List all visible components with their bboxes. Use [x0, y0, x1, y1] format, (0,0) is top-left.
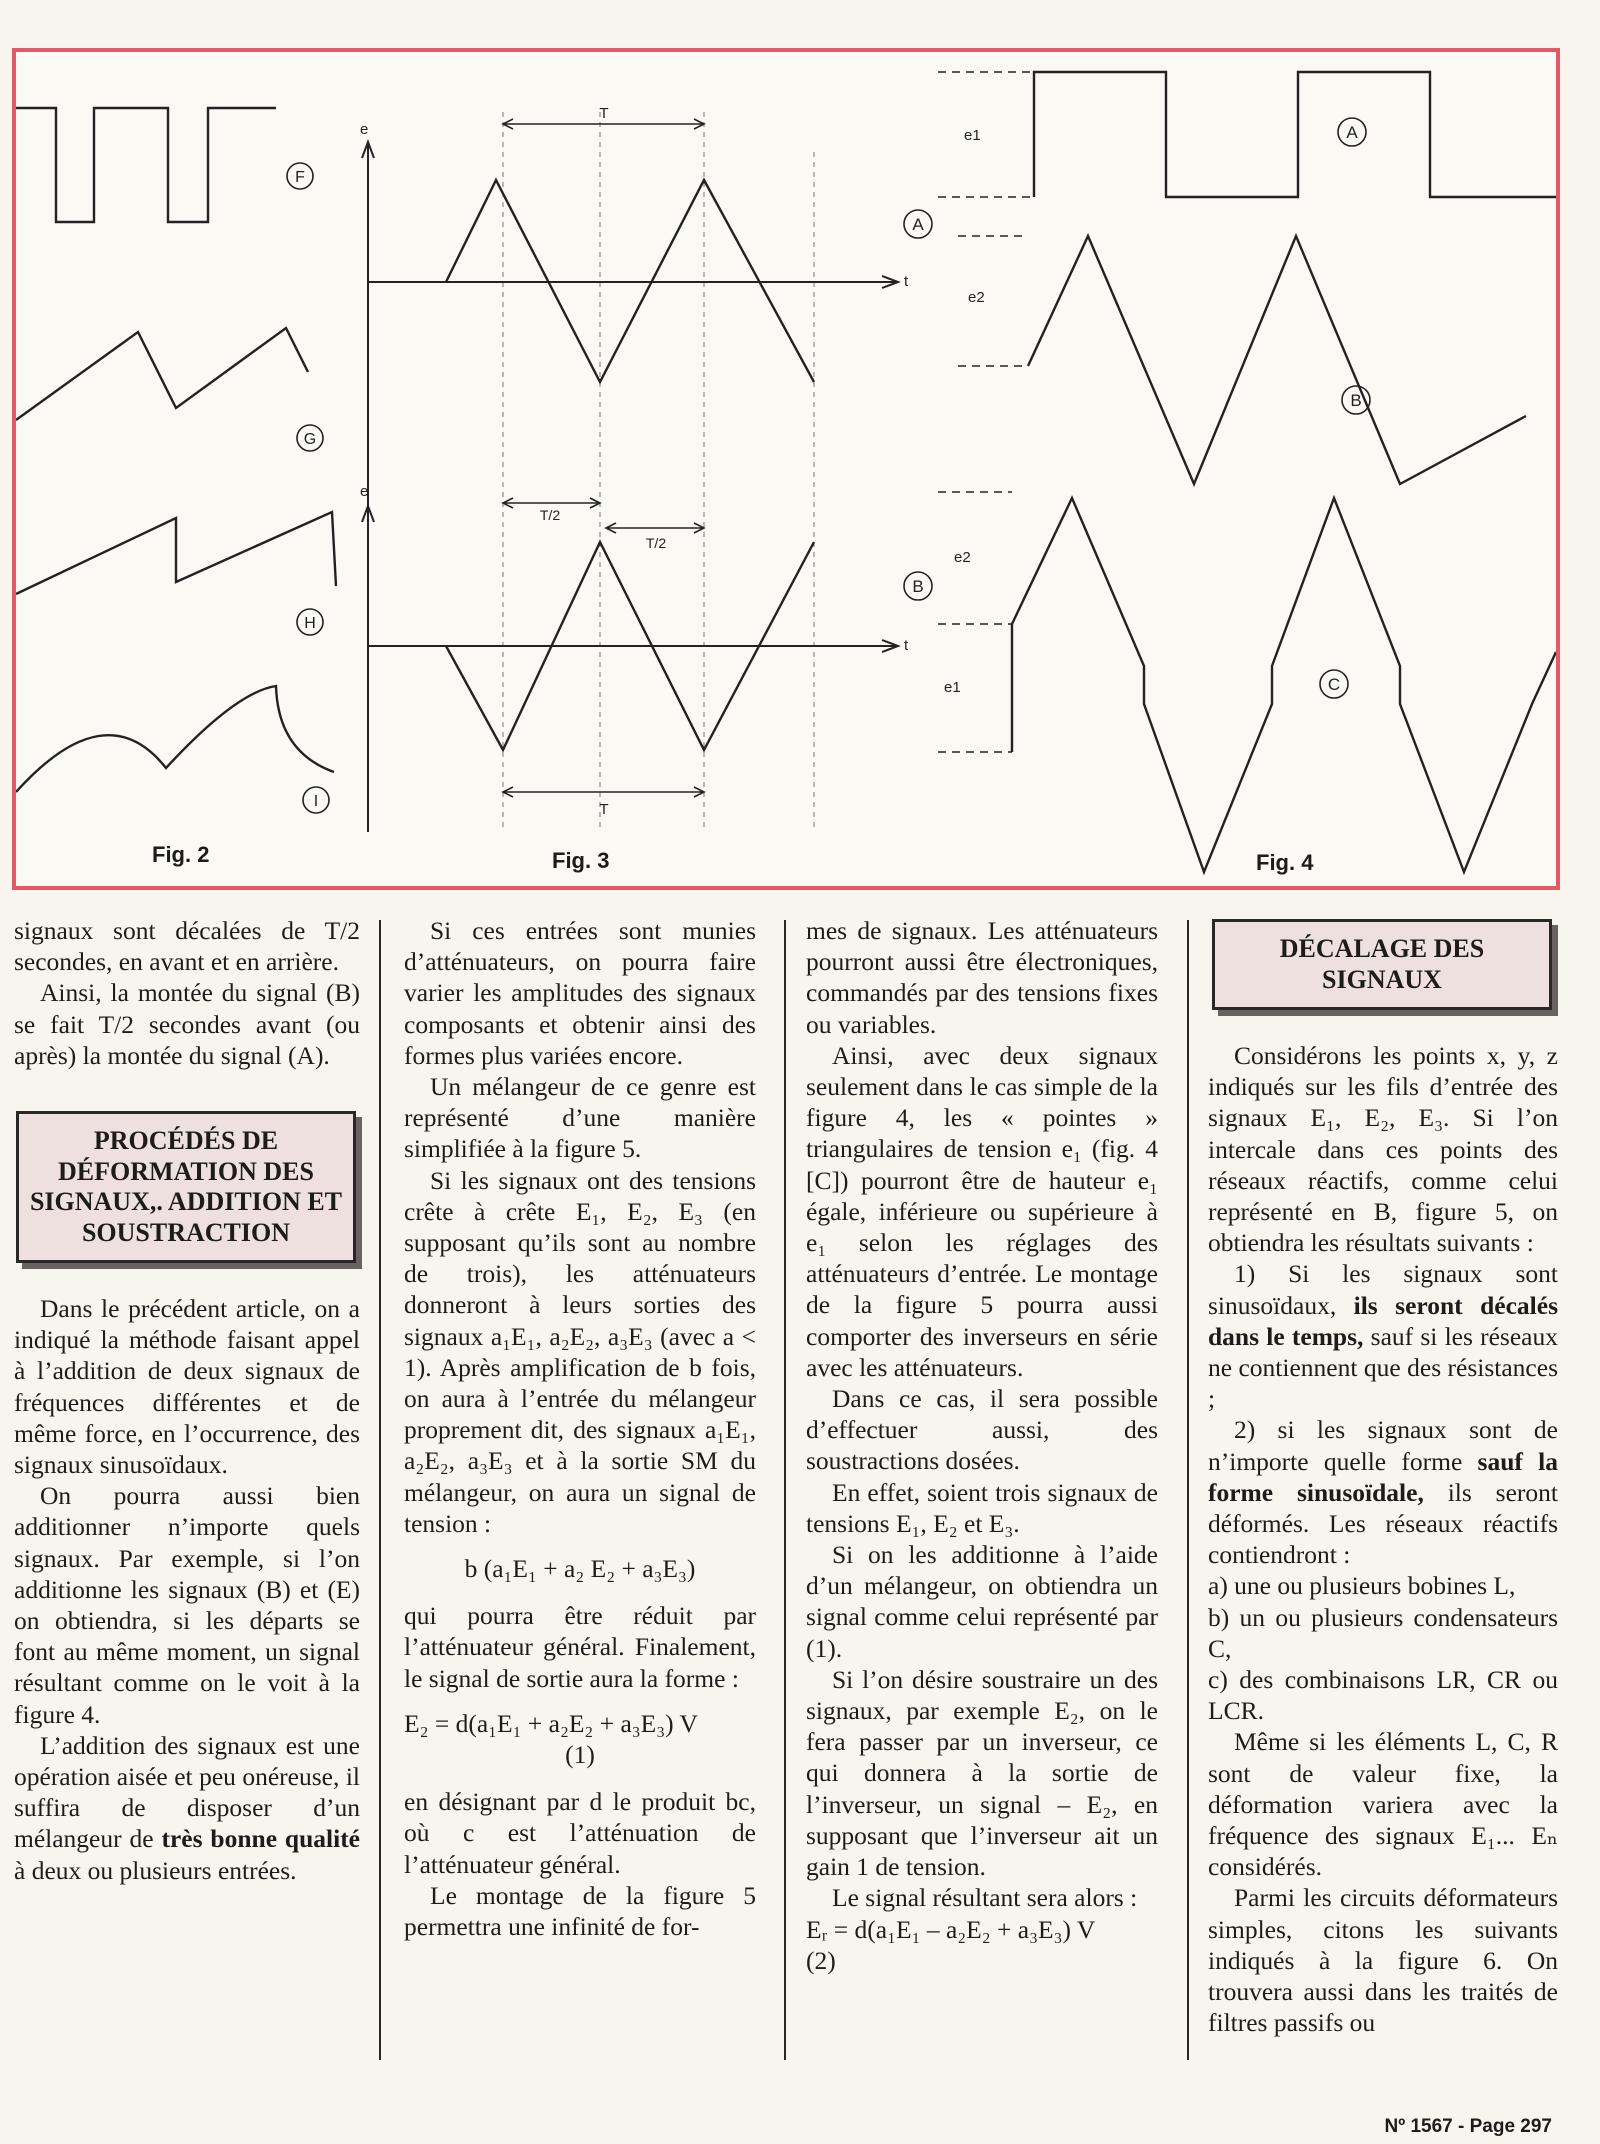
fig4-e2-low: e2: [954, 549, 971, 566]
col4-p3-text-b: ils seront déformés. Les réseaux réactifs contiendront :: [1208, 1477, 1558, 1570]
column-rule-3: [1187, 920, 1189, 2060]
col3-formula-3: Eᵣ = d(a₁E₁ – a₂E₂ + a₃E₃) V: [806, 1914, 1096, 1944]
col2-paragraph-4: qui pourra être réduit par l’atténuateur général. Finalement, le signal de sortie aura la forme :: [404, 1601, 756, 1693]
fig4-e1-low: e1: [944, 679, 961, 696]
fig4-wave-c: [1012, 498, 1556, 872]
fig2-marker-i: I: [313, 793, 319, 810]
fig2-wave-h: [16, 512, 336, 594]
fig3-marker-a: A: [912, 215, 924, 234]
column-3: [806, 915, 1158, 1976]
col4-paragraph-2: [1208, 1258, 1558, 1414]
fig2-waveforms: [16, 108, 336, 813]
fig3-axis-e-label: e: [360, 121, 369, 138]
fig3-guides: [503, 112, 814, 832]
col1-p5-text-a: L’addition des signaux est une opération aisée et peu onéreuse, il suffira de disposer d’un mélangeur de: [14, 1730, 360, 1854]
col1-paragraph-4: On pourra aussi bien additionner n’importe quels signaux. Par exemple, si l’on additionne les signaux (B) et (E) on obtiendra, si les départs se font au même moment, un signal résultant comme on le voit à la figure 4.: [14, 1481, 360, 1729]
col4-paragraph-5: Parmi les circuits déformateurs simples, citons les suivants indiqués à la figure 6. On trouvera aussi dans les traités de filtres passifs ou: [1208, 1883, 1558, 2038]
col2-paragraph-3: Si les signaux ont des tensions crête à crête E₁, E₂, E₃ (en supposant qu’ils sont au nombre de trois), les atténuateurs donneront à leurs sorties des signaux a₁E₁, a₂E₂, a₃E₃ (avec a < 1). Après amplification de b fois, on aura à l’entrée du mélangeur proprement dit, des signaux a₁E₁, a₂E₂, a₃E₃ et à la sortie SM du mélangeur, on aura un signal de tension :: [404, 1165, 756, 1538]
col3-formula-3-number: (2): [806, 1945, 836, 1975]
col1-paragraph-2: Ainsi, la montée du signal (B) se fait T/2 secondes avant (ou après) la montée du signal (A).: [14, 978, 360, 1070]
fig3-axis-t-label: t: [904, 273, 909, 290]
col2-formula-2-number: (1): [565, 1740, 595, 1770]
fig3-axis-e-label-2: e: [360, 483, 369, 500]
fig2-label: Fig. 2: [152, 842, 210, 867]
col4-p2-text-b: sauf si les réseaux ne contiennent que des résistances ;: [1208, 1321, 1558, 1414]
fig4-e2-mid: e2: [968, 289, 985, 306]
column-rule-2: [784, 920, 786, 2060]
col2-formula-1: b (a₁E₁ + a₂ E₂ + a₃E₃): [464, 1554, 696, 1584]
col3-paragraph-6: Si l’on désire soustraire un des signaux, par exemple E₂, on le fera passer par un inverseur, ce qui donnera à la sortie de l’inverseur, un signal – E₂, en supposant que l’inverseur ait un gain 1 de tension.: [806, 1664, 1158, 1882]
fig3-marker-b: B: [912, 577, 924, 596]
fig4-e1-top: e1: [964, 127, 981, 144]
col4-list-item-a: a) une ou plusieurs bobines L,: [1208, 1571, 1516, 1601]
page-footer: Nº 1567 - Page 297: [1384, 2116, 1552, 2137]
column-4: [1208, 915, 1558, 2039]
col4-paragraph-4: Même si les éléments L, C, R sont de valeur fixe, la déformation variera avec la fréquence des signaux E₁... Eₙ considérés.: [1208, 1727, 1558, 1882]
fig3-half-period-label-1: T/2: [539, 507, 561, 523]
column-2: [404, 915, 756, 1942]
fig2-wave-i: [16, 686, 334, 792]
col3-paragraph-2: Ainsi, avec deux signaux seulement dans le cas simple de la figure 4, les « pointes » triangulaires de tension e₁ (fig. 4 [C]) pourront être de hauteur e₁ égale, inférieure ou supérieure à e₁ selon les réglages des atténuateurs d’entrée. Le montage de la figure 5 pourra aussi comporter des inverseurs en série avec les atténuateurs.: [806, 1040, 1158, 1382]
fig2-markers: [287, 163, 329, 813]
section-heading-procedes: PROCÉDÉS DE DÉFORMATION DES SIGNAUX,. ADDITION ET SOUSTRACTION: [16, 1111, 356, 1263]
fig4-marker-b: B: [1350, 391, 1362, 410]
column-rule-1: [379, 920, 381, 2060]
col3-paragraph-4: En effet, soient trois signaux de tensions E₁, E₂ et E₃.: [806, 1477, 1158, 1538]
col4-list-item-b: b) un ou plusieurs condensateurs C,: [1208, 1602, 1558, 1663]
col3-paragraph-7: Le signal résultant sera alors :: [832, 1883, 1138, 1913]
fig3-half-period-label-2: T/2: [645, 535, 667, 551]
fig2-wave-g: [16, 328, 308, 420]
col3-paragraph-5: Si on les additionne à l’aide d’un mélangeur, on obtiendra un signal comme celui représenté par (1).: [806, 1540, 1158, 1663]
fig4-marker-a: A: [1346, 123, 1358, 142]
col2-formula-2: E₂ = d(a₁E₁ + a₂E₂ + a₃E₃) V: [404, 1708, 698, 1738]
col1-p5-text-b: à deux ou plusieurs entrées.: [14, 1855, 297, 1885]
fig2-wave-f: [16, 108, 276, 222]
col3-paragraph-1: mes de signaux. Les atténuateurs pourront aussi être électroniques, commandés par des tensions fixes ou variables.: [806, 916, 1158, 1039]
fig3-label: Fig. 3: [552, 848, 610, 873]
col2-paragraph-6: Le montage de la figure 5 permettra une infinité de for-: [404, 1880, 756, 1942]
fig2-marker-g: G: [303, 431, 317, 448]
col2-paragraph-2: Un mélangeur de ce genre est représenté d’une manière simplifiée à la figure 5.: [404, 1072, 756, 1164]
fig4-level-marks: [938, 72, 1034, 752]
fig4-wave-b: [1028, 236, 1526, 484]
col4-list-item-c: c) des combinaisons LR, CR ou LCR.: [1208, 1665, 1558, 1726]
column-1: [14, 915, 360, 1886]
fig4-diagram: [938, 72, 1556, 872]
col3-paragraph-3: Dans ce cas, il sera possible d’effectuer aussi, des soustractions dosées.: [806, 1384, 1158, 1476]
fig3-period-label-bottom: T: [599, 801, 609, 818]
col2-paragraph-1: Si ces entrées sont munies d’atténuateurs, on pourra faire varier les amplitudes des signaux composants et obtenir ainsi des formes plus variées encore.: [404, 916, 756, 1070]
section-heading-decalage: DÉCALAGE DES SIGNAUX: [1212, 919, 1552, 1010]
figures-drawing: [16, 52, 1556, 886]
fig3-period-label: T: [599, 105, 609, 122]
figure-panel: [12, 48, 1560, 890]
col4-p2-bold: ils seront décalés dans le temps,: [1208, 1290, 1558, 1351]
fig4-label: Fig. 4: [1256, 850, 1314, 875]
fig2-marker-h: H: [304, 615, 316, 632]
col2-paragraph-5: en désignant par d le produit bc, où c est l’atténuation de l’atténuateur général.: [404, 1787, 756, 1879]
fig3-dimensions: [503, 119, 704, 797]
col4-p2-text-a: 1) Si les signaux sont sinusoïdaux,: [1208, 1259, 1558, 1320]
col4-p3-bold: sauf la forme sinusoïdale,: [1208, 1446, 1558, 1507]
col1-paragraph-5: [14, 1730, 360, 1886]
fig4-wave-a: [1034, 72, 1556, 197]
col1-paragraph-3: Dans le précédent article, on a indiqué la méthode faisant appel à l’addition de deux signaux de fréquences différentes et de même force, en l’occurrence, des signaux sinusoïdaux.: [14, 1294, 360, 1480]
col1-paragraph-1: signaux sont décalées de T/2 secondes, en avant et en arrière.: [14, 916, 360, 977]
fig4-marker-c: C: [1327, 675, 1341, 694]
fig3-axis-t-label-2: t: [904, 637, 909, 654]
col1-p5-bold: très bonne qualité: [161, 1824, 361, 1854]
fig2-marker-f: F: [295, 169, 305, 186]
col4-paragraph-1: Considérons les points x, y, z indiqués sur les fils d’entrée des signaux E₁, E₂, E₃. Si l’on intercale dans ces points des réseaux réactifs, comme celui représenté en B, figure 5, on obtiendra les résultats suivants :: [1208, 1041, 1558, 1258]
col4-p3-text-a: 2) si les signaux sont de n’importe quelle forme: [1208, 1415, 1558, 1476]
col4-paragraph-3: [1208, 1414, 1558, 1570]
fig3-diagram: [360, 105, 932, 832]
